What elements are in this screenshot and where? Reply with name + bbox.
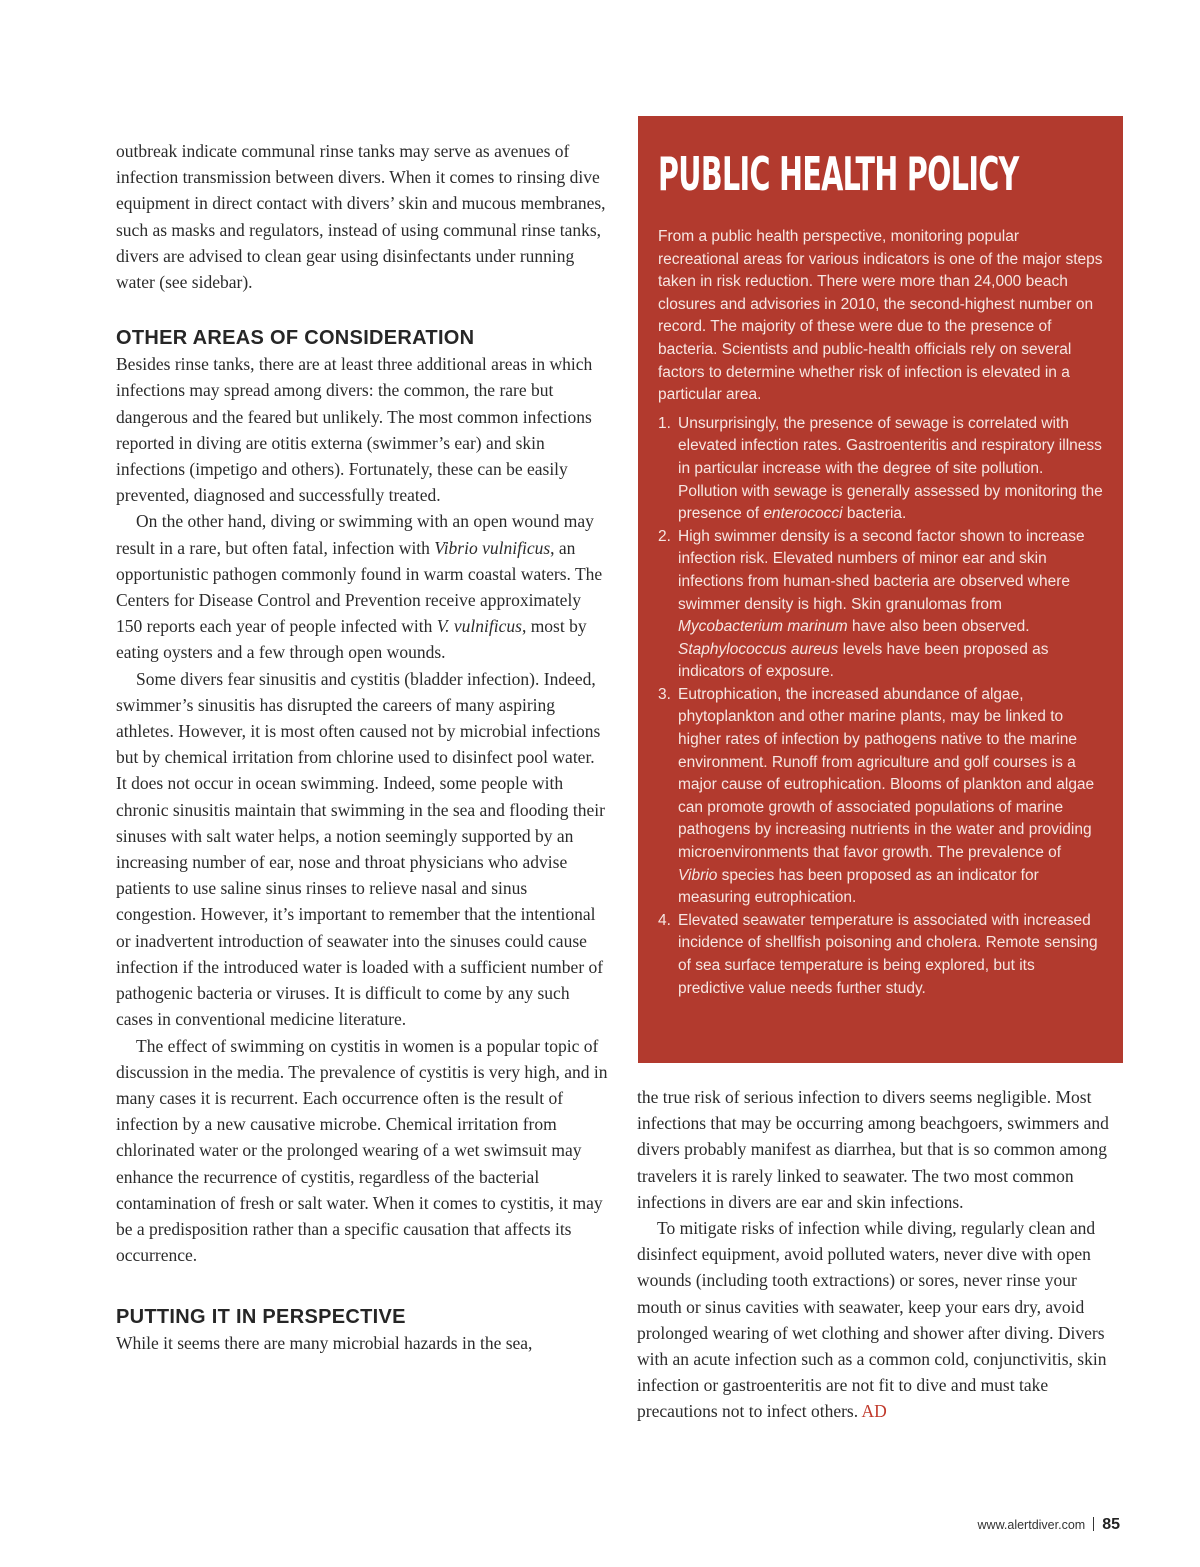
list-item: 2. High swimmer density is a second factor shown to increase infection risk. Elevated numbers of minor ear and skin infections from human-shed bacteria are observed where swimmer density is high. Skin granulomas from Mycobacterium marinum have also been observed. Staphylococcus aureus levels have been proposed as indicators of exposure. [658,527,1085,681]
list-item: 1. Unsurprisingly, the presence of sewage is correlated with elevated infection rates. Gastroenteritis and respiratory illness in particular increase with the degree of site pollution. Pollution with sewage is generally assessed by monitoring the presence of enterococci bacteria. [658,414,1103,523]
right-column [637,1084,1125,1425]
paragraph-intro: outbreak indicate communal rinse tanks may serve as avenues of infection transmission between divers. When it comes to rinsing dive equipment in direct contact with divers’ skin and mucous membranes, such as masks and regulators, instead of using communal rinse tanks, divers are advised to clean gear using disinfectants under running water (see sidebar). [116,141,606,293]
footer-url: www.alertdiver.com [977,1518,1086,1532]
heading-perspective: PUTTING IT IN PERSPECTIVE [116,1306,406,1329]
list-item: 4. Elevated seawater temperature is associated with increased incidence of shellfish poisoning and cholera. Remote sensing of sea surface temperature is being explored, but its predictive value needs further study. [658,911,1098,997]
paragraph-risk: the true risk of serious infection to divers seems negligible. Most infections that may be occurring among beachgoers, swimmers and divers probably manifest as diarrhea, but that is so common among travelers it is rarely linked to seawater. The two most common infections in divers are ear and skin infections. [637,1087,1109,1212]
public-health-sidebar [638,116,1123,1063]
paragraph-mitigate: To mitigate risks of infection while diving, regularly clean and disinfect equipment, avoid polluted waters, never dive with open wounds (including tooth extractions) or sores, never rinse your mouth or sinus cavities with seawater, keep your ears dry, avoid prolonged wearing of wet clothing and shower after diving. Divers with an acute infection such as a common cold, conjunctivitis, skin infection or gastroenteritis are not fit to dive and must take precautions not to infect others. AD [637,1218,1107,1422]
heading-other-areas: OTHER AREAS OF CONSIDERATION [116,327,475,350]
page-footer [978,1516,1120,1534]
list-item: 3. Eutrophication, the increased abundance of algae, phytoplankton and other marine plants, may be linked to higher rates of infection by pathogens native to the marine environment. Runoff from agriculture and golf courses is a major cause of eutrophication. Blooms of plankton and algae can promote growth of associated populations of marine pathogens by increasing nutrients in the water and providing microenvironments that favor growth. The prevalence of Vibrio species has been proposed as an indicator for measuring eutrophication. [658,685,1095,907]
paragraph-besides: Besides rinse tanks, there are at least three additional areas in which infections may spread among divers: the common, the rare but dangerous and the feared but unlikely. The most common infections reported in diving are otitis externa (swimmer’s ear) and skin infections (impetigo and others). Fortunately, these can be easily prevented, diagnosed and successfully treated. [116,354,593,506]
page-number: 85 [1102,1516,1120,1533]
paragraph-other-hand: On the other hand, diving or swimming with an open wound may result in a rare, but often fatal, infection with Vibrio vulnificus, an opportunistic pathogen commonly found in warm coastal waters. The Centers for Disease Control and Prevention receive approximately 150 reports each year of people infected with V. vulnificus, most by eating oysters and a few through open wounds. [116,511,603,663]
paragraph-sinusitis: Some divers fear sinusitis and cystitis (bladder infection). Indeed, swimmer’s sinusitis has disrupted the careers of many aspiring athletes. However, it is most often caused not by microbial infections but by chemical irritation from chlorine used to disinfect pool water. It does not occur in ocean swimming. Indeed, some people with chronic sinusitis maintain that swimming in the sea and flooding their sinuses with salt water helps, a notion seemingly supported by an increasing number of ear, nose and throat physicians who advise patients to use saline sinus rinses to relieve nasal and sinus congestion. However, it’s important to remember that the intentional or inadvertent introduction of seawater into the sinuses could cause infection if the introduced water is loaded with a sufficient number of pathogenic bacteria or viruses. It is difficult to come by any such cases in conventional medicine literature. [116,668,605,1030]
paragraph-cystitis: The effect of swimming on cystitis in women is a popular topic of discussion in the media. The prevalence of cystitis is very high, and in many cases it is recurrent. Each occurrence often is the result of infection by a new causative microbe. Chemical irritation from chlorinated water or the prolonged wearing of a wet swimsuit may enhance the recurrence of cystitis, regardless of the bacterial contamination of fresh or salt water. When it comes to cystitis, it may be a predisposition rather than a specific causation that affects its occurrence. [116,1035,608,1266]
end-mark: AD [861,1401,887,1422]
sidebar-title: PUBLIC HEALTH POLICY [658,147,1019,201]
left-column [116,138,608,1357]
paragraph-while: While it seems there are many microbial hazards in the sea, [116,1333,533,1354]
sidebar-intro: From a public health perspective, monitoring popular recreational areas for various indicators is one of the major steps taken in risk reduction. There were more than 24,000 beach closures and advisories in 2010, the second-highest number on record. The majority of these were due to the presence of bacteria. Scientists and public-health officials rely on several factors to determine whether risk of infection is elevated in a particular area. [658,228,1103,404]
sidebar-list [658,413,1103,1000]
footer-divider [1093,1517,1094,1531]
